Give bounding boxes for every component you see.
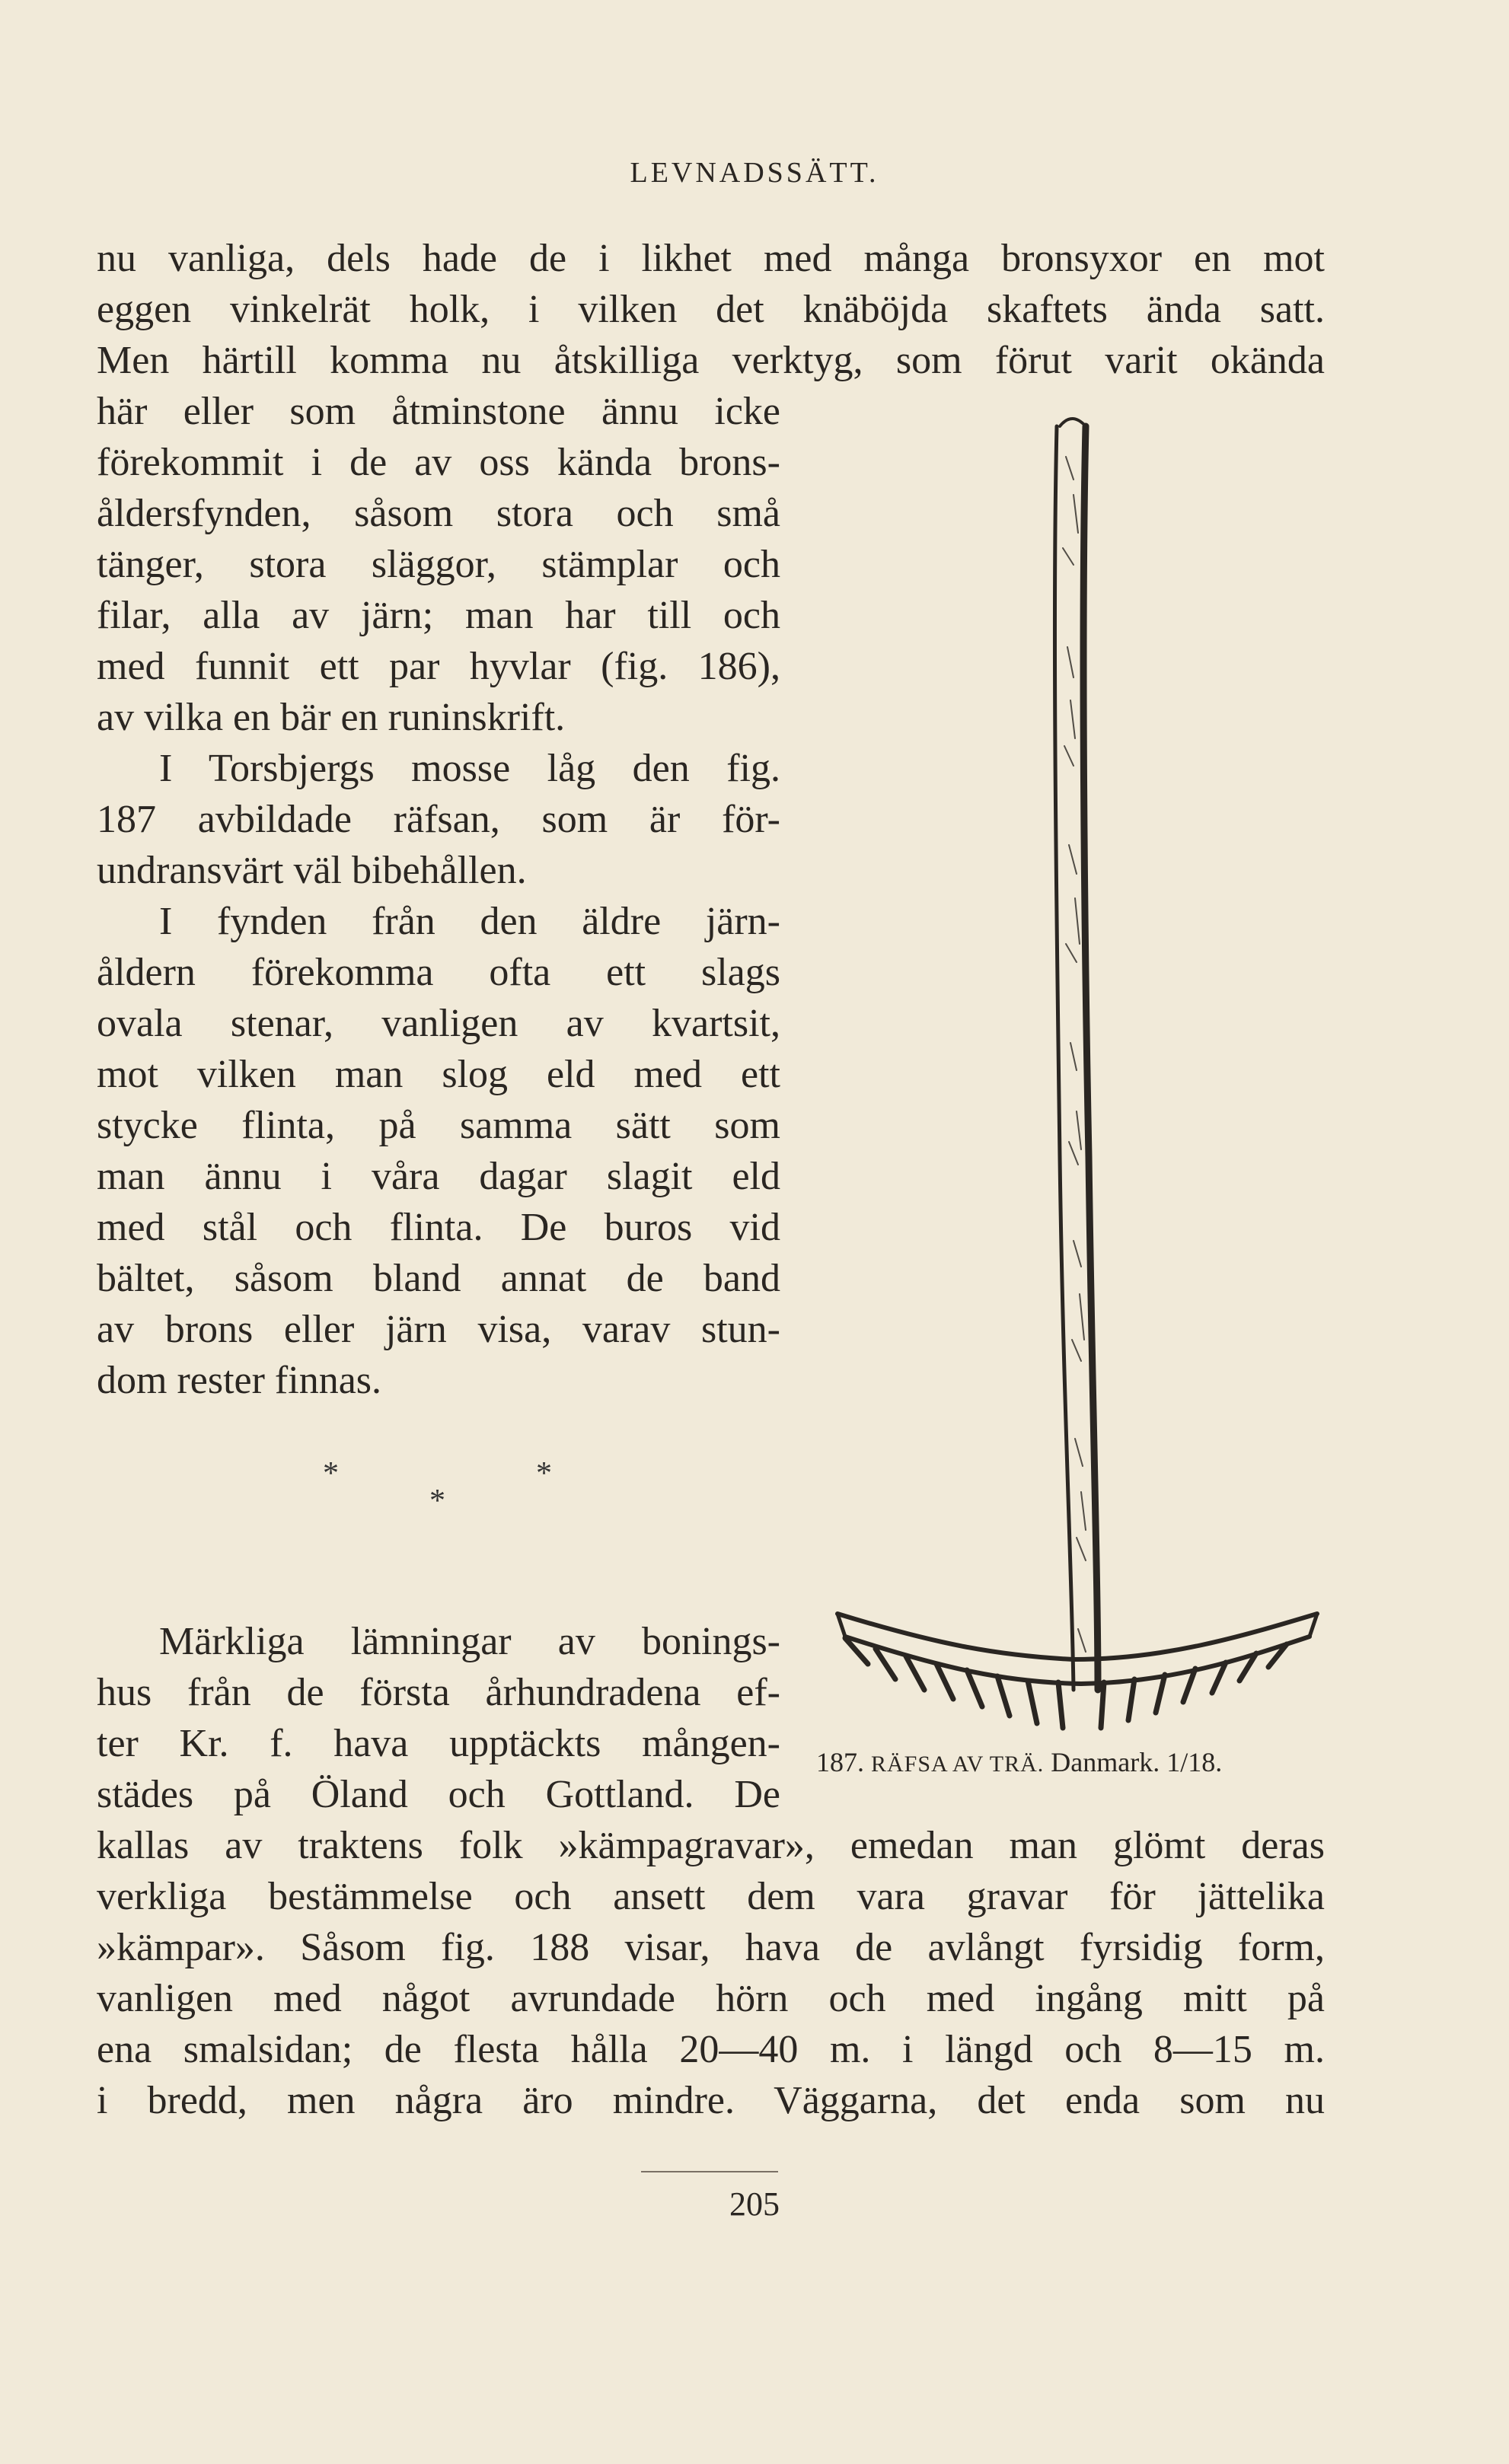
caption-place: Danmark. (1051, 1747, 1160, 1777)
running-head: LEVNADSSÄTT. (630, 157, 879, 189)
body-line: undransvärt väl bibehållen. (97, 849, 527, 892)
caption-title: RÄFSA AV TRÄ. (871, 1752, 1045, 1777)
separator-star: * (429, 1484, 445, 1519)
body-line: här eller som åtminstone ännu icke (97, 390, 780, 433)
figure-caption (816, 1746, 1222, 1778)
body-line: ovala stenar, vanligen av kvartsit, (97, 1002, 780, 1045)
page-number: 205 (729, 2185, 780, 2223)
body-line: förekommit i de av oss kända brons- (97, 441, 780, 484)
body-line: av vilka en bär en runinskrift. (97, 696, 566, 739)
body-line: mot vilken man slog eld med ett (97, 1053, 780, 1096)
body-line: »kämpar». Såsom fig. 188 visar, hava de avlångt fyrsidig form, (97, 1926, 1325, 1969)
body-line: i bredd, men några äro mindre. Väggarna, det enda som nu (97, 2079, 1325, 2122)
body-line: dom rester finnas. (97, 1359, 382, 1402)
separator-star: * (536, 1456, 552, 1491)
body-line: 187 avbildade räfsan, som är för- (97, 798, 780, 841)
body-line: tänger, stora släggor, stämplar och (97, 543, 780, 586)
body-line: vanligen med något avrundade hörn och med ingång mitt på (97, 1977, 1325, 2020)
body-line: med stål och flinta. De buros vid (97, 1206, 780, 1249)
body-line: kallas av traktens folk »kämpagravar», emedan man glömt deras (97, 1824, 1325, 1867)
body-line: I Torsbjergs mosse låg den fig. (159, 747, 780, 790)
body-line: Märkliga lämningar av bonings- (159, 1620, 780, 1663)
body-line: eggen vinkelrät holk, i vilken det knäböjda skaftets ända satt. (97, 288, 1325, 331)
body-line: ena smalsidan; de flesta hålla 20—40 m. i längd och 8—15 m. (97, 2028, 1325, 2071)
body-line: städes på Öland och Gottland. De (97, 1773, 780, 1816)
body-line: I fynden från den äldre järn- (159, 900, 780, 943)
body-line: stycke flinta, på samma sätt som (97, 1104, 780, 1147)
body-line: Men härtill komma nu åtskilliga verktyg, som förut varit okända (97, 339, 1325, 382)
body-line: av brons eller järn visa, varav stun- (97, 1308, 780, 1351)
body-line: hus från de första århundradena ef- (97, 1671, 780, 1714)
separator-star: * (323, 1456, 339, 1491)
footer-rule (641, 2171, 778, 2172)
body-line: åldern förekomma ofta ett slags (97, 951, 780, 994)
body-line: nu vanliga, dels hade de i likhet med många bronsyxor en mot (97, 237, 1325, 280)
body-line: verkliga bestämmelse och ansett dem vara gravar för jättelika (97, 1875, 1325, 1918)
body-line: ter Kr. f. hava upptäckts mången- (97, 1722, 780, 1765)
body-line: filar, alla av järn; man har till och (97, 594, 780, 637)
body-line: bältet, såsom bland annat de band (97, 1257, 780, 1300)
body-line: man ännu i våra dagar slagit eld (97, 1155, 780, 1198)
body-line: med funnit ett par hyvlar (fig. 186), (97, 645, 780, 688)
rake-illustration (815, 396, 1332, 1736)
body-line: åldersfynden, såsom stora och små (97, 492, 780, 535)
caption-number: 187. (816, 1747, 864, 1777)
caption-scale: 1/18. (1166, 1747, 1223, 1777)
